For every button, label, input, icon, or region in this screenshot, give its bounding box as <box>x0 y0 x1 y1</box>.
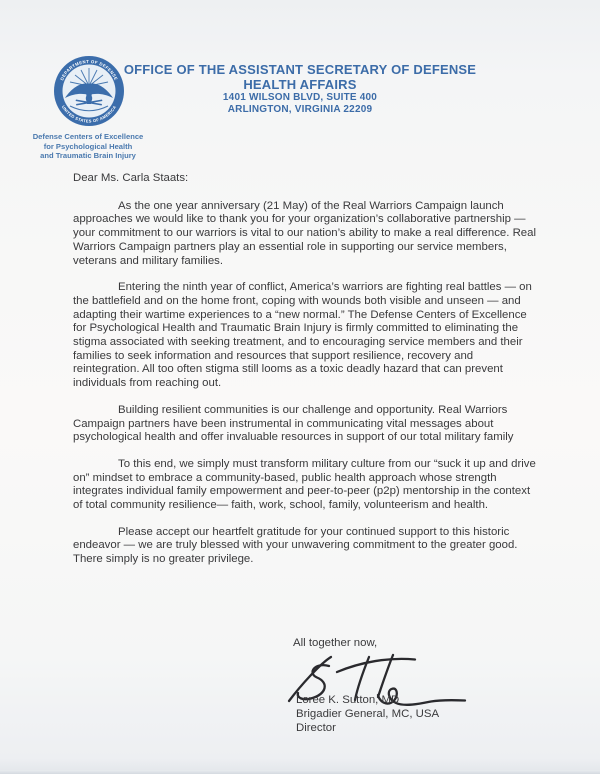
letter-paragraph: Please accept our heartfelt gratitude for your continued support to this historic endeavor — we are truly blessed with your unwavering commitment to the greater good. There simply is no greater privilege. <box>73 525 518 566</box>
org-block <box>10 132 166 161</box>
letterhead <box>0 63 600 116</box>
org-line: and Traumatic Brain Injury <box>40 151 136 161</box>
letter-paragraph: Building resilient communities is our challenge and opportunity. Real Warriors Campaign partners have been instrumental in communicating vital messages about psychological health and offer invaluable resources in support of our total military family <box>73 403 514 444</box>
letterhead-division-line: HEALTH AFFAIRS <box>243 76 357 92</box>
salutation: Dear Ms. Carla Staats: <box>73 172 189 184</box>
letter-paragraph: As the one year anniversary (21 May) of the Real Warriors Campaign launch approaches we would like to thank you for your organization’s collaborative partnership — your commitment to our warriors is vital to our nation’s ability to make a real difference. Real Warriors Campaign partners play an essential role in supporting our service members, veterans and military families. <box>73 199 536 267</box>
closing-block <box>293 637 543 757</box>
signer-name: Loree K. Sutton, MD <box>296 694 400 706</box>
signature-block <box>296 693 439 735</box>
seal-top-text: DEPARTMENT OF DEFENSE <box>59 58 119 82</box>
closing-phrase: All together now, <box>293 637 378 649</box>
letter-paragraph: Entering the ninth year of conflict, America’s warriors are fighting real battles — on the battlefield and on the home front, coping with wounds both visible and unseen — and adapting their wartime experiences to a “new normal.” The Defense Centers of Excellence for Psychological Health and Traumatic Brain Injury is firmly committed to eliminating the stigma associated with seeking treatment, and to encouraging service members and their families to seek information and resources that support resilience, recovery and reintegration. All too often stigma still looms as a toxic deadly hazard that can prevent individuals from reaching out. <box>73 281 532 390</box>
scan-bottom-edge <box>0 770 600 774</box>
signer-title: Brigadier General, MC, USA <box>296 708 440 720</box>
letter-paragraph: To this end, we simply must transform military culture from our “suck it up and drive on” mindset to embrace a community-based, public health approach whose strength integrates individual family empowerment and peer-to-peer (p2p) mentorship in the context of total community resilience— faith, work, school, family, volunteerism and health. <box>73 457 536 512</box>
letterhead-city-line: ARLINGTON, VIRGINIA 22209 <box>227 104 373 115</box>
org-line: for Psychological Health <box>43 141 133 151</box>
seal-bottom-text: UNITED STATES OF AMERICA <box>60 104 118 124</box>
org-line: Defense Centers of Excellence <box>32 132 144 141</box>
letter-body <box>73 172 539 580</box>
signer-role: Director <box>296 722 336 734</box>
letterhead-office-line: OFFICE OF THE ASSISTANT SECRETARY OF DEFENSE <box>123 62 477 77</box>
letterhead-street-line: 1401 WILSON BLVD, SUITE 400 <box>222 92 378 103</box>
